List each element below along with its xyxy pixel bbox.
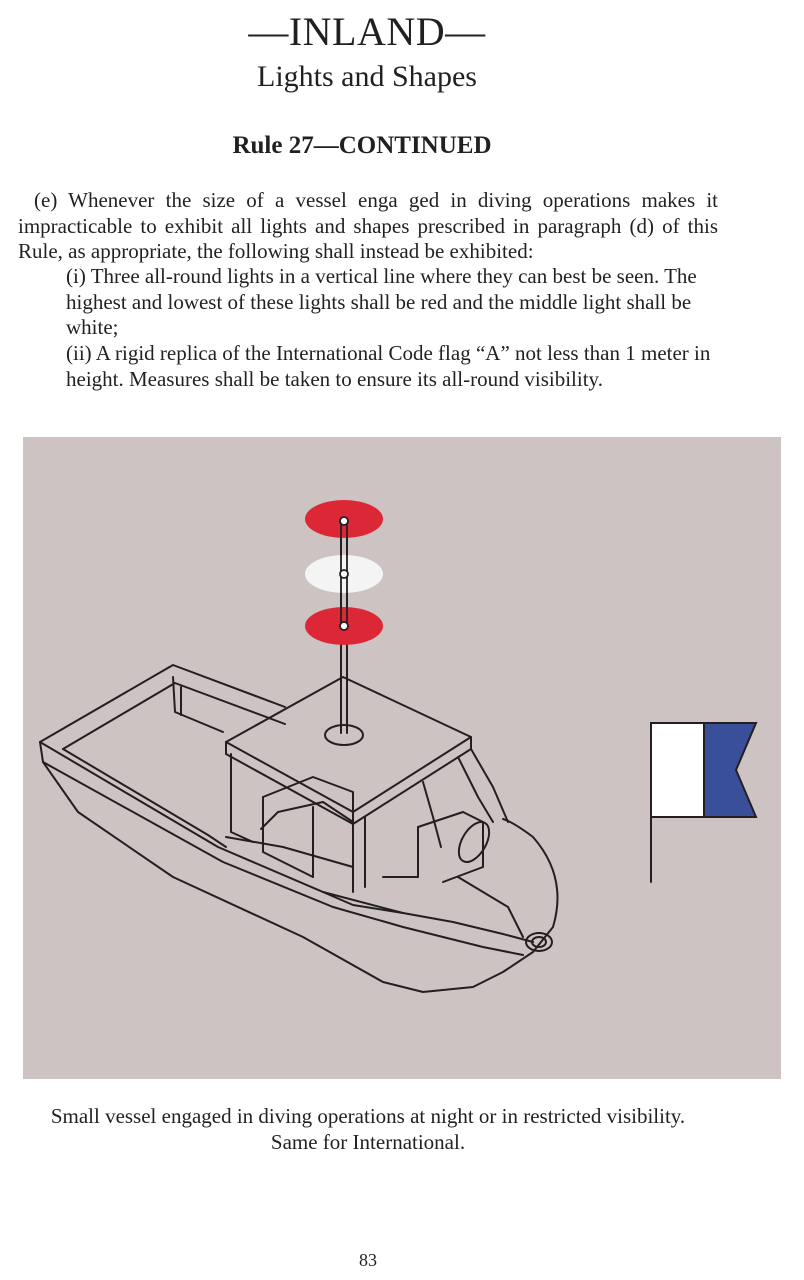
diving-vessel-illustration [23, 437, 781, 1079]
paragraph-e: (e) Whenever the size of a vessel enga ged in diving operations makes it impracticable to exhibit all lights and shapes prescribed in paragraph (d) of this Rule, as appropriate, the following shall instead be exhibited: [18, 188, 718, 263]
caption-line-1: Small vessel engaged in diving operations at night or in restricted visibility. [50, 1104, 686, 1128]
boat-hull [40, 665, 558, 992]
item-i: (i) Three all-round lights in a vertical line where they can best be seen. The highest and lowest of these lights shall be red and the middle light shall be white; [66, 264, 697, 339]
page-title: —INLAND— [248, 9, 486, 54]
code-flag-a [651, 723, 756, 817]
page-number: 83 [359, 1250, 377, 1270]
rule-heading: Rule 27—CONTINUED [232, 132, 492, 159]
boat-cabin [226, 677, 523, 937]
figure-caption [0, 1103, 736, 1155]
all-round-lights [305, 500, 383, 645]
page-subtitle: Lights and Shapes [257, 60, 477, 93]
illustration-svg [23, 437, 781, 1079]
caption-line-2: Same for International. [270, 1130, 466, 1154]
item-ii: (ii) A rigid replica of the International Code flag “A” not less than 1 meter in height. Measures shall be taken to ensure its all-round visibility. [66, 341, 711, 391]
